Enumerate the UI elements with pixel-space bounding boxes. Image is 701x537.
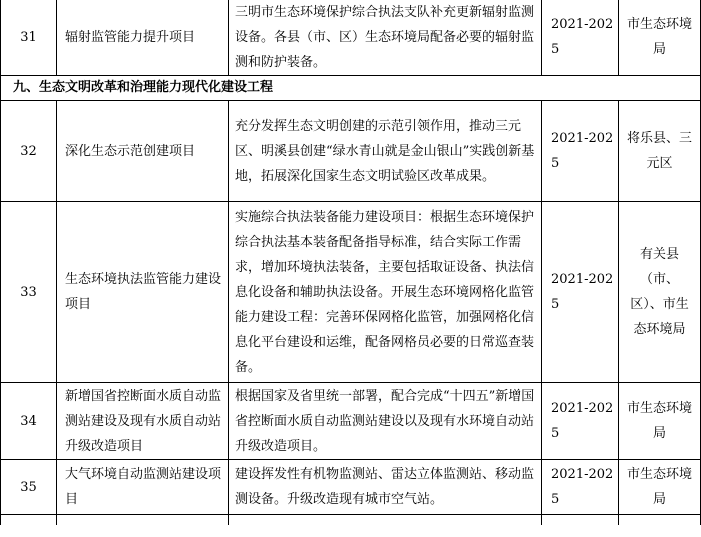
row-number: 33 bbox=[1, 202, 57, 383]
empty-cell bbox=[542, 515, 619, 526]
table-row bbox=[1, 460, 701, 515]
project-content: 三明市生态环境保护综合执法支队补充更新辐射监测设备。各县（市、区）生态环境局配备必要的辐射监测和防护装备。 bbox=[229, 0, 542, 76]
project-period: 2021-2025 bbox=[542, 202, 619, 383]
project-name: 大气环境自动监测站建设项目 bbox=[57, 460, 229, 515]
project-content: 充分发挥生态文明创建的示范引领作用，推动三元区、明溪县创建“绿水青山就是金山银山”实践创新基地，拓展深化国家生态文明试验区改革成果。 bbox=[229, 101, 542, 202]
project-period: 2021-2025 bbox=[542, 0, 619, 76]
responsible-department: 将乐县、三元区 bbox=[619, 101, 701, 202]
row-number: 34 bbox=[1, 383, 57, 460]
empty-cell bbox=[619, 515, 701, 526]
project-name: 深化生态示范创建项目 bbox=[57, 101, 229, 202]
project-period: 2021-2025 bbox=[542, 101, 619, 202]
project-content: 建设挥发性有机物监测站、雷达立体监测站、移动监测设备。升级改造现有城市空气站。 bbox=[229, 460, 542, 515]
table-row-partial bbox=[1, 515, 701, 526]
section-header-row bbox=[1, 76, 701, 101]
project-name: 辐射监管能力提升项目 bbox=[57, 0, 229, 76]
project-name: 生态环境执法监管能力建设项目 bbox=[57, 202, 229, 383]
table-row bbox=[1, 383, 701, 460]
table-row bbox=[1, 202, 701, 383]
project-name: 新增国省控断面水质自动监测站建设及现有水质自动站升级改造项目 bbox=[57, 383, 229, 460]
project-content: 实施综合执法装备能力建设项目：根据生态环境保护综合执法基本装备配备指导标准，结合实际工作需求，增加环境执法装备，主要包括取证设备、执法信息化设备和辅助执法设备。开展生态环境网格化监管能力建设工程：完善环保网格化监管，加强网格化信息化平台建设和运维，配备网格员必要的日常巡查装备。 bbox=[229, 202, 542, 383]
responsible-department: 市生态环境局 bbox=[619, 383, 701, 460]
empty-cell bbox=[57, 515, 229, 526]
project-period: 2021-2025 bbox=[542, 383, 619, 460]
table-row bbox=[1, 0, 701, 76]
section-title: 九、生态文明改革和治理能力现代化建设工程 bbox=[1, 76, 701, 101]
empty-cell bbox=[229, 515, 542, 526]
row-number: 35 bbox=[1, 460, 57, 515]
responsible-department: 市生态环境局 bbox=[619, 0, 701, 76]
row-number: 31 bbox=[1, 0, 57, 76]
project-period: 2021-2025 bbox=[542, 460, 619, 515]
row-number: 32 bbox=[1, 101, 57, 202]
project-content: 根据国家及省里统一部署，配合完成“十四五”新增国省控断面水质自动监测站建设以及现有水环境自动站升级改造项目。 bbox=[229, 383, 542, 460]
responsible-department: 市生态环境局 bbox=[619, 460, 701, 515]
empty-cell bbox=[1, 515, 57, 526]
table-row bbox=[1, 101, 701, 202]
responsible-department: 有关县（市、区）、市生态环境局 bbox=[619, 202, 701, 383]
